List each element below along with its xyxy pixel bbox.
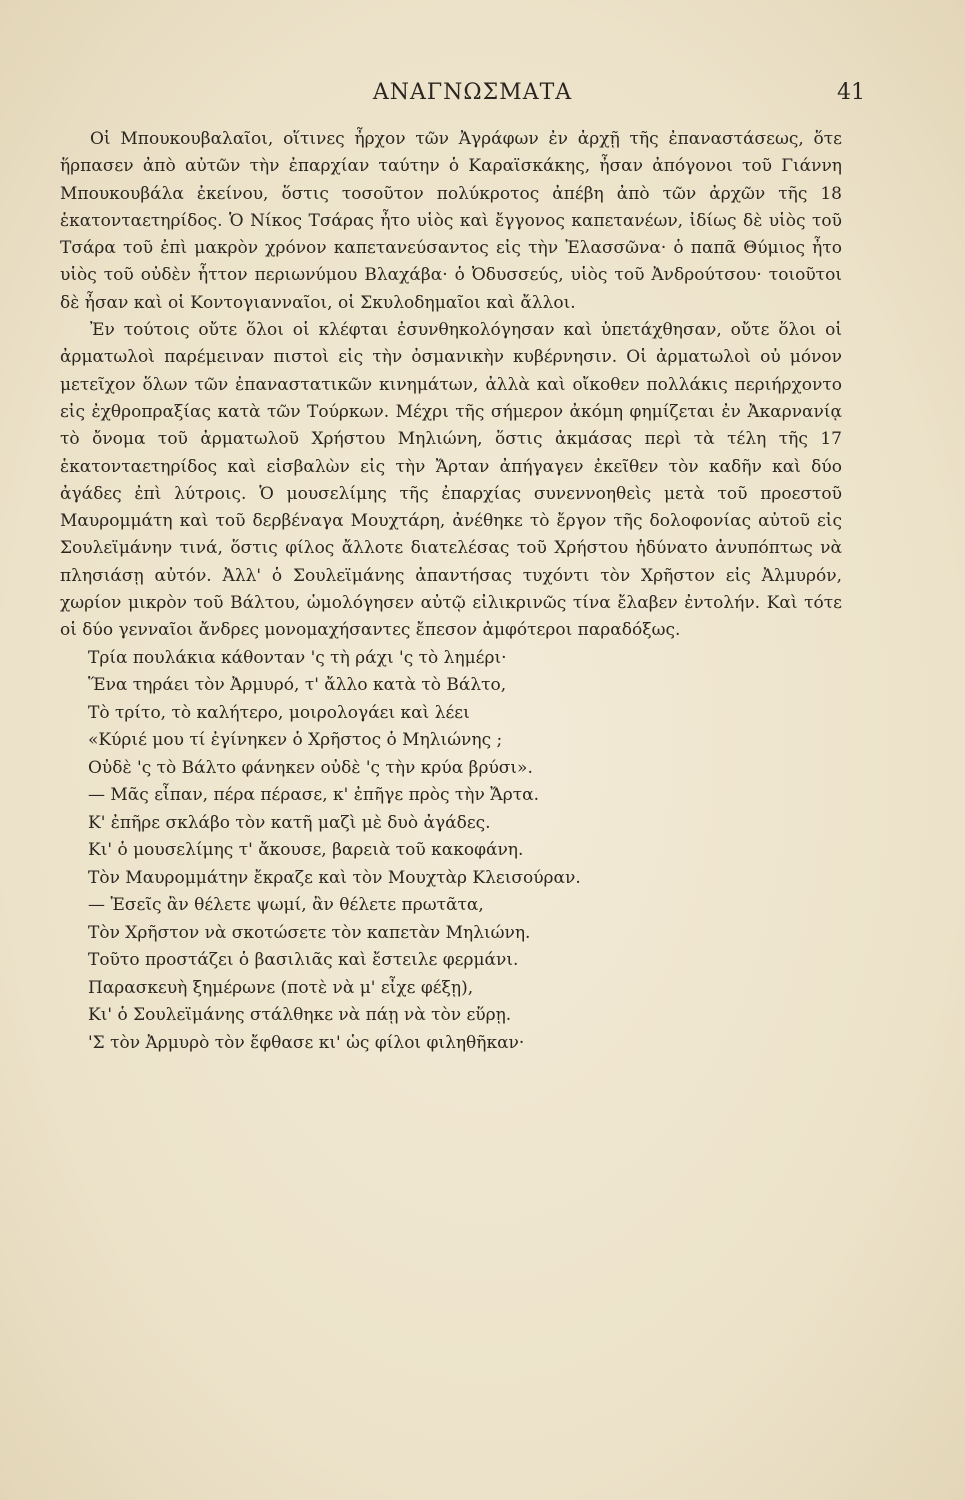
verse-line: Τὸ τρίτο, τὸ καλήτερο, μοιρολογάει καὶ λέει (88, 702, 470, 723)
verse-line: Τὸν Χρῆστον νὰ σκοτώσετε τὸν καπετὰν Μηλιώνη. (88, 922, 531, 943)
page-number: 41 (837, 80, 865, 105)
verse-line: Παρασκευὴ ξημέρωνε (ποτὲ νὰ μ' εἶχε φέξῃ), (88, 977, 474, 998)
verse-line: «Κύριέ μου τί ἐγίνηκεν ὁ Χρῆστος ὁ Μηλιώνης ; (88, 730, 503, 751)
paragraph: Ἐν τούτοις οὔτε ὅλοι οἱ κλέφται ἐσυνθηκολόγησαν καὶ ὑπετάχθησαν, οὔτε ὅλοι οἱ ἀρματωλοὶ παρέμειναν πιστοὶ εἰς τὴν ὀσμανικὴν κυβέρνησιν. Οἱ ἀρματωλοὶ οὐ μόνον μετεῖχον ὅλων τῶν ἐπαναστατικῶν κινημάτων, ἀλλὰ καὶ οἴκοθεν πολλάκις περιήρχοντο εἰς ἐχθροπραξίας κατὰ τῶν Τούρκων. Μέχρι τῆς σήμερον ἀκόμη φημίζεται ἐν Ἀκαρνανίᾳ τὸ ὄνομα τοῦ ἀρματωλοῦ Χρήστου Μηλιώνη, ὅστις ἀκμάσας περὶ τὰ τέλη τῆς 17 ἑκατονταετηρίδος καὶ εἰσβαλὼν εἰς τὴν Ἄρταν ἀπήγαγεν ἐκεῖθεν τὸν καδῆν καὶ δύο ἀγάδες ἐπὶ λύτροις. Ὁ μουσελίμης τῆς ἐπαρχίας συνεννοηθεὶς μετὰ τοῦ προεστοῦ Μαυρομμάτη καὶ τοῦ δερβέναγα Μουχτάρη, ἀνέθηκε τὸ ἔργον τῆς δολοφονίας αὐτοῦ εἰς Σουλεϊμάνην τινά, ὅστις φίλος ἄλλοτε διατελέσας τοῦ Χρήστου ἠδύνατο ἀνυπόπτως νὰ πλησιάσῃ αὐτόν. Ἀλλ' ὁ Σουλεϊμάνης ἀπαντήσας τυχόντι τὸν Χρῆστον εἰς Ἀλμυρόν, χωρίον μικρὸν τοῦ Βάλτου, ὡμολόγησεν αὐτῷ εἰλικρινῶς τίνα ἔλαβεν ἐντολήν. Καὶ τότε οἱ δύο γενναῖοι ἄνδρες μονομαχήσαντες ἔπεσον ἀμφότεροι παραδόξως. (60, 320, 842, 641)
paragraph: Οἱ Μπουκουβαλαῖοι, οἵτινες ἦρχον τῶν Ἀγράφων ἐν ἀρχῇ τῆς ἐπαναστάσεως, ὅτε ἥρπασεν ἀπὸ αὐτῶν τὴν ἐπαρχίαν ταύτην ὁ Καραϊσκάκης, ἦσαν ἀπόγονοι τοῦ Γιάννη Μπουκουβάλα ἐκείνου, ὅστις τοσοῦτον πολύκροτος ἀπέβη ἀπὸ τῶν ἀρχῶν τῆς 18 ἑκατονταετηρίδος. Ὁ Νίκος Τσάρας ἦτο υἱὸς καὶ ἔγγονος καπετανέων, ἰδίως δὲ υἱὸς τοῦ Τσάρα τοῦ ἐπὶ μακρὸν χρόνον καπετανεύσαντος εἰς τὴν Ἐλασσῶνα· ὁ παπᾶ Θύμιος ἦτο υἱὸς τοῦ οὐδὲν ἧττον περιωνύμου Βλαχάβα· ὁ Ὀδυσσεύς, υἱὸς τοῦ Ἀνδρούτσου· τοιοῦτοι δὲ ἦσαν καὶ οἱ Κοντογιανναῖοι, οἱ Σκυλοδημαῖοι καὶ ἄλλοι. (60, 129, 842, 313)
running-title: ΑΝΑΓΝΩΣΜΑΤΑ (372, 80, 573, 105)
verse-line: — Μᾶς εἶπαν, πέρα πέρασε, κ' ἐπῆγε πρὸς τὴν Ἄρτα. (88, 785, 539, 806)
folk-song (60, 645, 842, 1058)
verse-line: — Ἐσεῖς ἂν θέλετε ψωμί, ἂν θέλετε πρωτᾶτα, (88, 895, 484, 916)
verse-line: Οὐδὲ 'ς τὸ Βάλτο φάνηκεν οὐδὲ 'ς τὴν κρύα βρύσι». (88, 757, 533, 778)
prose-section (60, 126, 842, 645)
verse-line: Κι' ὁ μουσελίμης τ' ἄκουσε, βαρειὰ τοῦ κακοφάνη. (88, 840, 524, 861)
verse-line: Κ' ἐπῆρε σκλάβο τὸν κατῆ μαζὶ μὲ δυὸ ἀγάδες. (88, 812, 491, 833)
verse-line: Κι' ὁ Σουλεϊμάνης στάλθηκε νὰ πάῃ νὰ τὸν εὕρῃ. (88, 1005, 512, 1026)
page-header (80, 80, 865, 120)
verse-line: Τὸν Μαυρομμάτην ἔκραζε καὶ τὸν Μουχτὰρ Κλεισούραν. (88, 867, 581, 888)
verse-line: 'Σ τὸν Ἀρμυρὸ τὸν ἔφθασε κι' ὡς φίλοι φιληθῆκαν· (88, 1032, 525, 1053)
verse-line: Ἕνα τηράει τὸν Ἀρμυρό, τ' ἄλλο κατὰ τὸ Βάλτο, (88, 675, 507, 696)
verse-line: Τρία πουλάκια κάθονταν 'ς τὴ ράχι 'ς τὸ λημέρι· (88, 647, 507, 668)
verse-line: Τοῦτο προστάζει ὁ βασιλιᾶς καὶ ἔστειλε φερμάνι. (88, 950, 519, 971)
page-body (60, 126, 842, 1057)
